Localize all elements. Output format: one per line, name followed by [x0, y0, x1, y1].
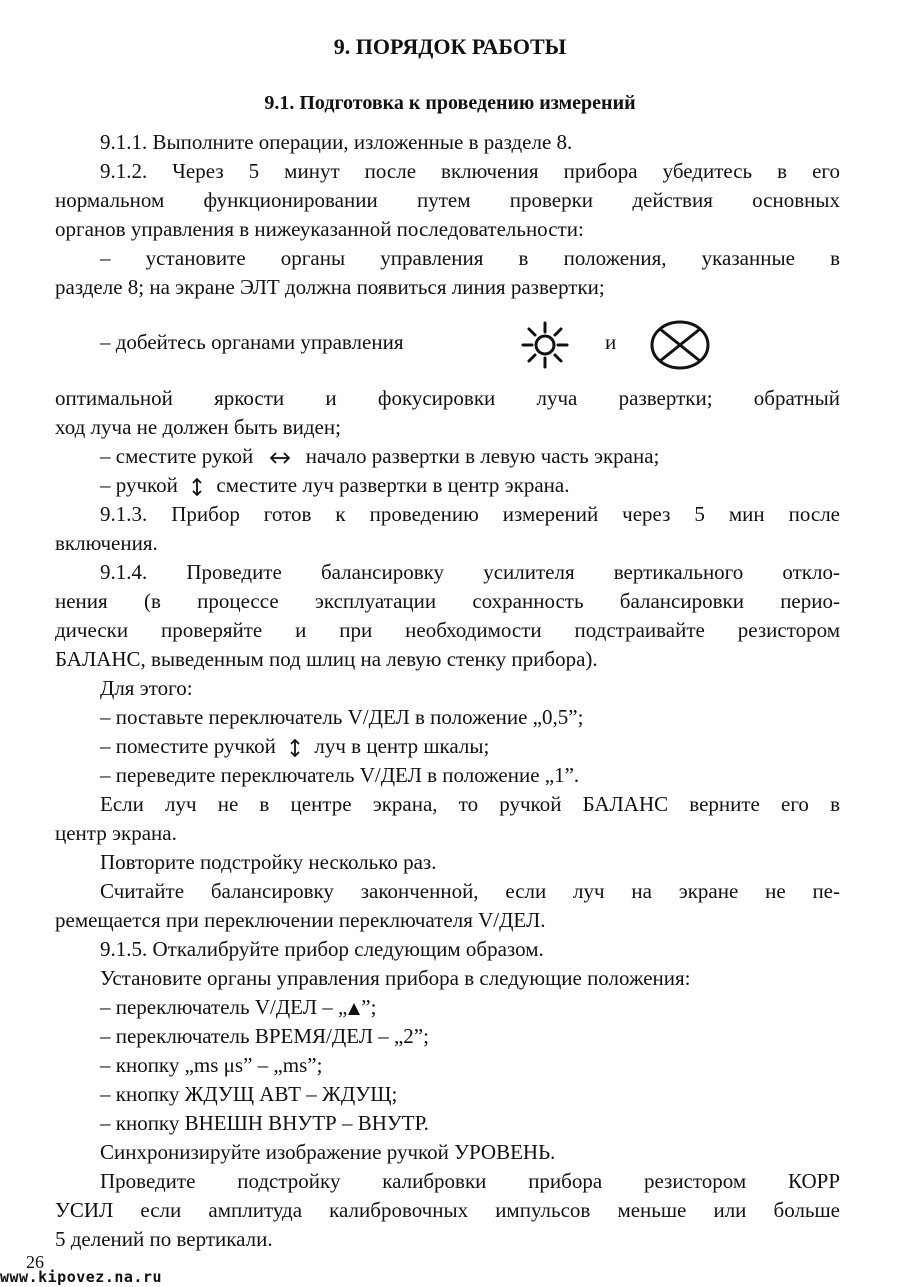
paragraph-line: [100, 732, 840, 760]
paragraph-line: 9.1.4. Проведите балансировку усилителя вертикального откло-: [100, 560, 840, 584]
horizontal-double-arrow-icon: [269, 442, 291, 470]
paragraph-line: нения (в процессе эксплуатации сохранность балансировки перио-: [55, 589, 840, 613]
paragraph-line: ход луча не должен быть виден;: [55, 415, 341, 439]
paragraph-line: [100, 471, 840, 499]
paragraph-line: 9.1.3. Прибор готов к проведению измерений через 5 мин после: [100, 502, 840, 526]
line-segment: начало развертки в левую часть экрана;: [305, 444, 660, 468]
line-segment: ”;: [361, 995, 377, 1019]
section-title: 9. ПОРЯДОК РАБОТЫ: [333, 34, 567, 59]
line-segment: – ручкой: [100, 473, 178, 497]
paragraph-line: Установите органы управления прибора в следующие положения:: [100, 966, 691, 990]
line-segment: сместите луч развертки в центр экрана.: [216, 473, 570, 497]
controls-line: [100, 316, 800, 376]
paragraph-line: – добейтесь органами управления: [100, 330, 404, 354]
paragraph-line: – переключатель ВРЕМЯ/ДЕЛ – „2”;: [100, 1024, 429, 1048]
paragraph-line: – кнопку ВНЕШН ВНУТР – ВНУТР.: [100, 1111, 429, 1135]
focus-circle-cross-icon: [648, 318, 712, 372]
paragraph-line: дически проверяйте и при необходимости подстраивайте резистором: [55, 618, 840, 642]
footer-url: www.kipovez.na.ru: [0, 1268, 163, 1286]
paragraph-line: центр экрана.: [55, 821, 177, 845]
paragraph-line: 9.1.1. Выполните операции, изложенные в разделе 8.: [100, 130, 573, 154]
paragraph-line: разделе 8; на экране ЭЛТ должна появиться линия развертки;: [55, 275, 605, 299]
paragraph-line: Если луч не в центре экрана, то ручкой БАЛАНС верните его в: [100, 792, 840, 816]
paragraph-line: Повторите подстройку несколько раз.: [100, 850, 437, 874]
paragraph-line: 5 делений по вертикали.: [55, 1227, 273, 1251]
paragraph-line: БАЛАНС, выведенным под шлиц на левую стенку прибора).: [55, 647, 598, 671]
page-number: 26: [26, 1252, 44, 1272]
paragraph-line: [100, 993, 840, 1021]
paragraph-line: Для этого:: [100, 676, 193, 700]
paragraph-line: – кнопку „ms μs” – „ms”;: [100, 1053, 323, 1077]
conjunction-and: и: [605, 330, 617, 354]
paragraph-line: нормальном функционировании путем проверки действия основных: [55, 188, 840, 212]
paragraph-line: органов управления в нижеуказанной последовательности:: [55, 217, 584, 241]
paragraph-line: [100, 442, 840, 470]
paragraph-line: ремещается при переключении переключателя V/ДЕЛ.: [55, 908, 546, 932]
subsection-title: 9.1. Подготовка к проведению измерений: [264, 92, 636, 114]
paragraph-line: Синхронизируйте изображение ручкой УРОВЕНЬ.: [100, 1140, 556, 1164]
paragraph-line: – установите органы управления в положения, указанные в: [100, 246, 840, 270]
brightness-sun-icon: [520, 320, 570, 370]
line-segment: – поместите ручкой: [100, 734, 276, 758]
paragraph-line: УСИЛ если амплитуда калибровочных импульсов меньше или больше: [55, 1198, 840, 1222]
calibration-triangle-icon: [347, 993, 361, 1021]
paragraph-line: 9.1.5. Откалибруйте прибор следующим образом.: [100, 937, 544, 961]
paragraph-line: – поставьте переключатель V/ДЕЛ в положение „0,5”;: [100, 705, 584, 729]
paragraph-line: Проведите подстройку калибровки прибора резистором КОРР: [100, 1169, 840, 1193]
line-segment: – сместите рукой: [100, 444, 254, 468]
paragraph-line: – кнопку ЖДУЩ АВТ – ЖДУЩ;: [100, 1082, 398, 1106]
paragraph-line: 9.1.2. Через 5 минут после включения прибора убедитесь в его: [100, 159, 840, 183]
paragraph-line: – переведите переключатель V/ДЕЛ в положение „1”.: [100, 763, 580, 787]
paragraph-line: включения.: [55, 531, 158, 555]
vertical-double-arrow-icon: [289, 732, 301, 760]
paragraph-line: оптимальной яркости и фокусировки луча развертки; обратный: [55, 386, 840, 410]
paragraph-line: Считайте балансировку законченной, если луч на экране не пе-: [100, 879, 840, 903]
vertical-double-arrow-icon: [191, 471, 203, 499]
line-segment: луч в центр шкалы;: [314, 734, 490, 758]
line-segment: – переключатель V/ДЕЛ – „: [100, 995, 348, 1019]
